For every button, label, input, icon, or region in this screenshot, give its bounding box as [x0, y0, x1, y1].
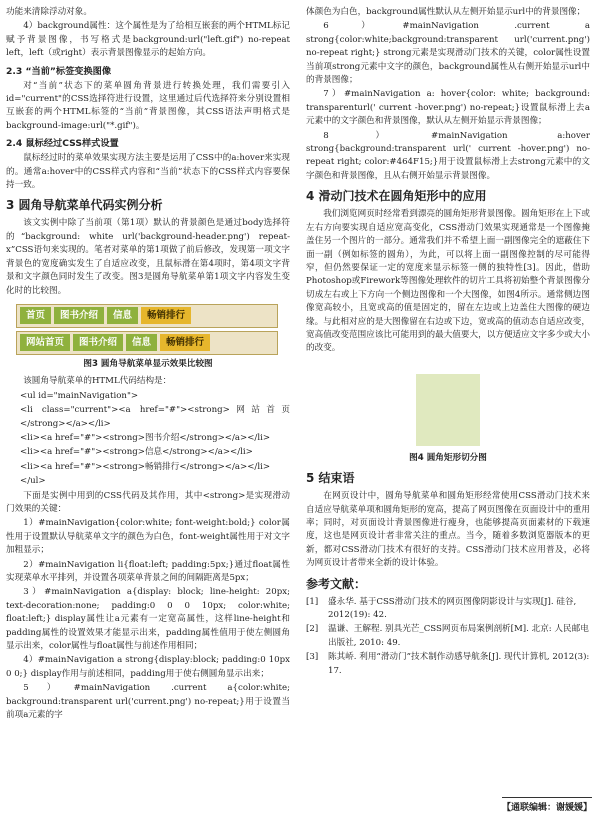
- nav-item: 图书介绍: [73, 334, 123, 351]
- nav-item: 图书介绍: [54, 307, 104, 324]
- reference-number: [2]: [306, 624, 319, 635]
- right-column: [306, 6, 590, 679]
- code-line: <ul id="mainNavigation">: [20, 390, 139, 401]
- references-list: [306, 596, 590, 678]
- left-column: [6, 6, 290, 723]
- section-heading: 3 圆角导航菜单代码实例分析: [6, 198, 163, 213]
- nav-menu-example-2: [16, 331, 278, 355]
- paragraph: 1）#mainNavigation{color:white; font-weight:bold;} color属性用于设置默认导航菜单文字的颜色为白色，font-weight属性用于对文字加粗显示；: [6, 518, 290, 556]
- reference-text: 温谦、王解程. 别具光芒_CSS网页布局案例剖析[M]. 北京: 人民邮电出版社, 2010: 49.: [328, 624, 589, 648]
- paragraph: 5）#mainNavigation .current a{color:white; background:transparent url('current.png') no-repeat;}用于设置当前项a元素的字: [6, 683, 290, 721]
- paragraph: 该文实例中除了当前项（第1项）默认的背景颜色是通过body选择符的“background: white url('background-header.png') repeat-x”CSS语句来实现的。笔者对菜单的第1项做了前后修改，发现第一项文字背景色的宽度确实发生了自适应改变，且鼠标滑在第4项时，第4项文字背景和文字颜色同时发生了改变。图3是圆角导航菜单第1项文字内容发生变化时的比较图。: [6, 218, 290, 296]
- nav-item: 信息: [107, 307, 138, 324]
- paragraph: 功能来清除浮动对象。: [6, 7, 92, 17]
- reference-item: [306, 651, 590, 678]
- references-heading: 参考文献：: [306, 576, 367, 591]
- paragraph: 3）#mainNavigation a{display: block; line-height: 20px; text-decoration:none; padding:0 0 0 10px; color:white; float:left;} display属性让a元素有一定宽高属性，这样line-height和padding属性的设置效果才能显示出来，padding属性值用于使左侧圆角显示出来，color属性与float属性与前述作用相同；: [6, 587, 290, 652]
- reference-text: 盛永华. 基于CSS滑动门技术的网页图像阴影设计与实现[J]. 硅谷, 2012(19): 42.: [328, 596, 577, 620]
- section-heading: 2.4 鼠标经过CSS样式设置: [6, 138, 119, 150]
- reference-text: 陈其峤. 利用“滑动门”技术制作动感导航条[J]. 现代计算机, 2012(3): 17.: [328, 652, 590, 676]
- paragraph: 6）#mainNavigation .current a strong{color:white;background:transparent url('current.png') no-repeat right;} strong元素是实现滑动门技术的关键，color属性设置当前项strong元素中文字的颜色，background属性从右侧开始显示url中的背景图像；: [306, 21, 590, 86]
- paragraph: 对“当前”状态下的菜单圆角背景进行转换处理，我们需要引入id="current"的CSS选择符进行设置，这里通过后代选择符来分别设置相互嵌套的两个HTML标签的“当前”背景图像，其CSS语法声明格式是background-image:url("*.gif")。: [6, 80, 290, 131]
- figure-caption: 图4 圆角矩形切分图: [409, 452, 487, 463]
- nav-item-hover: 畅销排行: [141, 307, 191, 324]
- paragraph: 2）#mainNavigation li{float:left; padding:5px;}通过float属性实现菜单水平排列，并设置各项菜单背景之间的间隔距离是5px；: [6, 559, 290, 583]
- nav-menu-example-1: [16, 304, 278, 328]
- paragraph: 鼠标经过时的菜单效果实现方法主要是运用了CSS中的a:hover来实现的。通常a:hover中的CSS样式内容和“当前”状态下的CSS样式内容要保持一致。: [6, 153, 290, 191]
- paragraph: 体颜色为白色，background属性默认从左侧开始显示url中的背景图像；: [306, 7, 586, 17]
- figure-caption: 图3 圆角导航菜单显示效果比较图: [83, 358, 213, 369]
- paragraph: 该圆角导航菜单的HTML代码结构是：: [23, 376, 172, 387]
- paragraph: 4）background属性：这个属性是为了给相互嵌套的两个HTML标记赋予背景图像，书写格式是background:url("left.gif") no-repeat left，left（或right）表示背景图像显示的起始方向。: [6, 21, 290, 59]
- editor-credit: 【通联编辑：谢媛媛】: [502, 797, 592, 813]
- figure-3: [16, 304, 278, 355]
- reference-item: [306, 623, 590, 650]
- paragraph: 在网页设计中，圆角导航菜单和圆角矩形经常使用CSS滑动门技术来自适应导航菜单项和圆角矩形的宽高，提高了网页图像在页面设计中的重用率；同时，对页面设计背景图像进行瘦身，也能够提高页面素材的下载速度，这也是网页设计者非常关注的重点。当今，随着多数浏览器版本的更新，都对CSS滑动门技术有很好的支持。CSS滑动门技术应用普及，必将为网页设计者带来全新的设计体验。: [306, 491, 590, 569]
- code-line: <li><a href="#"><strong>图书介绍</strong></a></li>: [20, 432, 271, 443]
- code-line: <li class="current"><a href="#"><strong>网站首页</strong></a></li>: [20, 405, 290, 429]
- nav-item: 信息: [126, 334, 157, 351]
- reference-number: [3]: [306, 652, 319, 663]
- section-heading: 4 滑动门技术在圆角矩形中的应用: [306, 189, 487, 204]
- section-heading: 5 结束语: [306, 471, 355, 486]
- nav-item: 网站首页: [20, 334, 70, 351]
- reference-item: [306, 596, 590, 623]
- code-line: <li><a href="#"><strong>畅销排行</strong></a></li>: [20, 461, 271, 472]
- code-line: </ul>: [20, 476, 46, 487]
- nav-item: 首页: [20, 307, 51, 324]
- paragraph: 7）#mainNavigation a: hover{color: white; background: transparenturl(' current -hover.png') no-repeat;}设置鼠标滑上去a元素中的文字颜色和背景图像，默认从左侧开始显示背景图像；: [306, 89, 590, 127]
- figure-4-image: [416, 374, 480, 446]
- reference-number: [1]: [306, 596, 319, 607]
- paragraph: 8）#mainNavigation a:hover strong{background:transparent url(' current -hover.png') no-repeat right; color:#464F15;}用于设置鼠标滑上去strong元素中的文字颜色和背景图像，且从右侧开始显示背景图像。: [306, 130, 590, 181]
- code-line: <li><a href="#"><strong>信息</strong></a></li>: [20, 447, 253, 458]
- section-heading: 2.3 “当前”标签变换图像: [6, 65, 112, 77]
- paragraph: 下面是实例中用到的CSS代码及其作用，其中<strong>是实现滑动门效果的关键：: [6, 490, 290, 514]
- nav-item-hover: 畅销排行: [160, 334, 210, 351]
- paragraph: 4）#mainNavigation a strong{display:block; padding:0 10px 0 0;} display作用与前述相同，padding用于使右侧圆角显示出来；: [6, 655, 290, 679]
- paragraph: 我们浏览网页时经常看到漂亮的圆角矩形背景图像。圆角矩形在上下或左右方向要实现自适应宽高变化，CSS滑动门效果实现通常是一个图像掩盖住另一个图片的一部分。通常我们并不希望上面一副图像完全的遮蔽住下面一副（例如标签的圆角），为此，可以将上面一副图像控制的尽可能得窄，但仍然要保证一定的宽度来显示标签一侧的独特性[3]。因此，借助Photoshop或Firework等图像处理软件的切片工具将初始整个背景图像分切成左右或上下方向一个侧边图像和一个大图像，如图4所示。通常侧边图像宽高较小，且宽或高的值是固定的，留在左边或上边盖住大图像的硬边缘。与此相对应的是大图像留在右边或下边，宽或高的值动态自适应改变，宽高值改变范围应该比可能用到的最大值要大，以方便适应文字多少或大小的改变。: [306, 209, 590, 354]
